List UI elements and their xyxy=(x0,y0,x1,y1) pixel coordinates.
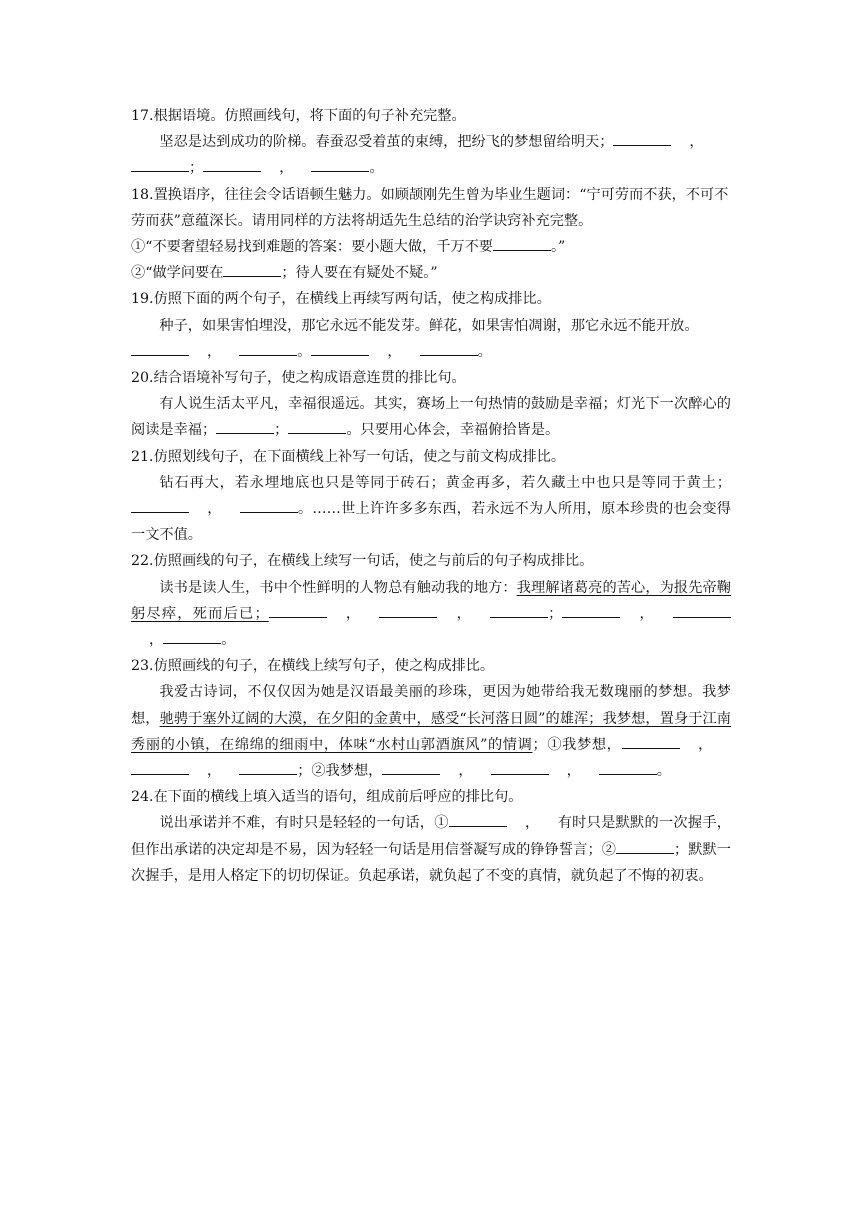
question-19-body: 种子，如果害怕埋没，那它永远不能发芽。鲜花，如果害怕凋谢，那它永远不能开放。 xyxy=(159,317,699,334)
question-24-title: 24.在下面的横线上填入适当的语句，组成前后呼应的排比句。 xyxy=(131,789,523,806)
answer-blank[interactable] xyxy=(131,759,189,775)
answer-blank[interactable] xyxy=(491,759,549,775)
answer-blank[interactable] xyxy=(382,759,440,775)
answer-blank[interactable] xyxy=(239,759,297,775)
question-22-title: 22.仿照画线的句子，在横线上续写一句话，使之与前后的句子构成排比。 xyxy=(131,553,594,570)
answer-blank[interactable] xyxy=(379,602,437,618)
answer-blank[interactable] xyxy=(613,130,671,146)
answer-blank[interactable] xyxy=(288,418,346,434)
question-17-text: 坚忍是达到成功的阶梯。春蚕忍受着茧的束缚，把纷飞的梦想留给明天； xyxy=(159,134,614,151)
underlined-sentence: 驰骋于塞外辽阔的大漠，在夕阳的金黄中，感受“长河落日圆”的雄浑；我梦想，置身于江南秀丽的小镇，在绵绵的细雨中，体味“水村山郭酒旗风”的情调 xyxy=(131,710,731,753)
answer-blank[interactable] xyxy=(223,261,281,277)
question-18-option-1: ①“不要奢望轻易找到难题的答案：要小题大做，千万不要 。” xyxy=(131,234,731,260)
answer-blank[interactable] xyxy=(203,156,261,172)
underlined-sentence: 我理解诸葛亮的苦心，为报先帝鞠躬尽瘁，死而后已； xyxy=(131,579,731,622)
answer-blank[interactable] xyxy=(311,156,369,172)
answer-blank[interactable] xyxy=(449,811,507,827)
question-20-body: 有人说生活太平凡，幸福很遥远。其实，赛场上一句热情的鼓励是幸福；灯光下一次醉心的阅读是幸福； ； 。只要用心体会，幸福俯拾皆是。 xyxy=(131,396,731,439)
question-19-title: 19.仿照下面的两个句子，在横线上再续写两句话，使之构成排比。 xyxy=(131,291,551,308)
answer-blank[interactable] xyxy=(131,497,189,513)
question-17-blanks: ； ， 。 xyxy=(131,155,731,181)
worksheet-page xyxy=(131,103,731,889)
answer-blank[interactable] xyxy=(163,628,221,644)
answer-blank[interactable] xyxy=(420,340,478,356)
answer-blank[interactable] xyxy=(311,340,369,356)
question-24-body: 说出承诺并不难，有时只是轻轻的一句话，① ， 有时只是默默的一次握手，但作出承诺的决定却是不易，因为轻轻一句话是用信誉凝写成的铮铮誓言；② ；默默一次握手，是用人格定下的切切保证。负起承诺，就负起了不变的真情，就负起了不悔的初衷。 xyxy=(131,810,731,889)
question-17-body: 坚忍是达到成功的阶梯。春蚕忍受着茧的束缚，把纷飞的梦想留给明天； ， xyxy=(131,129,731,155)
answer-blank[interactable] xyxy=(490,602,548,618)
question-18-option-2: ②“做学问要在 ；待人要在有疑处不疑。” xyxy=(131,260,731,286)
question-21-title: 21.仿照划线句子，在下面横线上补写一句话，使之与前文构成排比。 xyxy=(131,448,566,465)
answer-blank[interactable] xyxy=(216,418,274,434)
answer-blank[interactable] xyxy=(562,602,620,618)
answer-blank[interactable] xyxy=(240,497,298,513)
answer-blank[interactable] xyxy=(239,340,297,356)
answer-blank[interactable] xyxy=(673,602,731,618)
answer-blank[interactable] xyxy=(131,156,189,172)
question-18-title: 18.置换语序，往往会令话语顿生魅力。如顾颉刚先生曾为毕业生题词：“宁可劳而不获，不可不劳而获”意蕴深长。请用同样的方法将胡适先生总结的治学诀窍补充完整。 xyxy=(131,186,729,229)
answer-blank[interactable] xyxy=(616,838,674,854)
answer-blank[interactable] xyxy=(269,602,327,618)
question-19-blanks: ， 。 ， 。 xyxy=(131,339,731,365)
question-23-title: 23.仿照画线的句子，在横线上续写句子，使之构成排比。 xyxy=(131,658,495,675)
answer-blank[interactable] xyxy=(493,235,551,251)
answer-blank[interactable] xyxy=(131,340,189,356)
answer-blank[interactable] xyxy=(622,733,680,749)
question-20-title: 20.结合语境补写句子，使之构成语意连贯的排比句。 xyxy=(131,370,466,387)
question-17-title: 17.根据语境。仿照画线句，将下面的句子补充完整。 xyxy=(131,108,466,124)
question-23-body: 我爱古诗词，不仅仅因为她是汉语最美丽的珍珠，更因为她带给我无数瑰丽的梦想。我梦想，驰骋于塞外辽阔的大漠，在夕阳的金黄中，感受“长河落日圆”的雄浑；我梦想，置身于江南秀丽的小镇，在绵绵的细雨中，体味“水村山郭酒旗风”的情调；①我梦想， ，， ；②我梦想， ， ， 。 xyxy=(131,684,731,780)
question-22-body: 读书是读人生，书中个性鲜明的人物总有触动我的地方：我理解诸葛亮的苦心，为报先帝鞠躬尽瘁，死而后已； ， ， ； ，， 。 xyxy=(131,579,731,649)
answer-blank[interactable] xyxy=(599,759,657,775)
question-21-body: 钻石再大，若永埋地底也只是等同于砖石；黄金再多，若久藏土中也只是等同于黄土；， 。……世上许许多多东西，若永远不为人所用，原本珍贵的也会变得一文不值。 xyxy=(131,474,731,544)
